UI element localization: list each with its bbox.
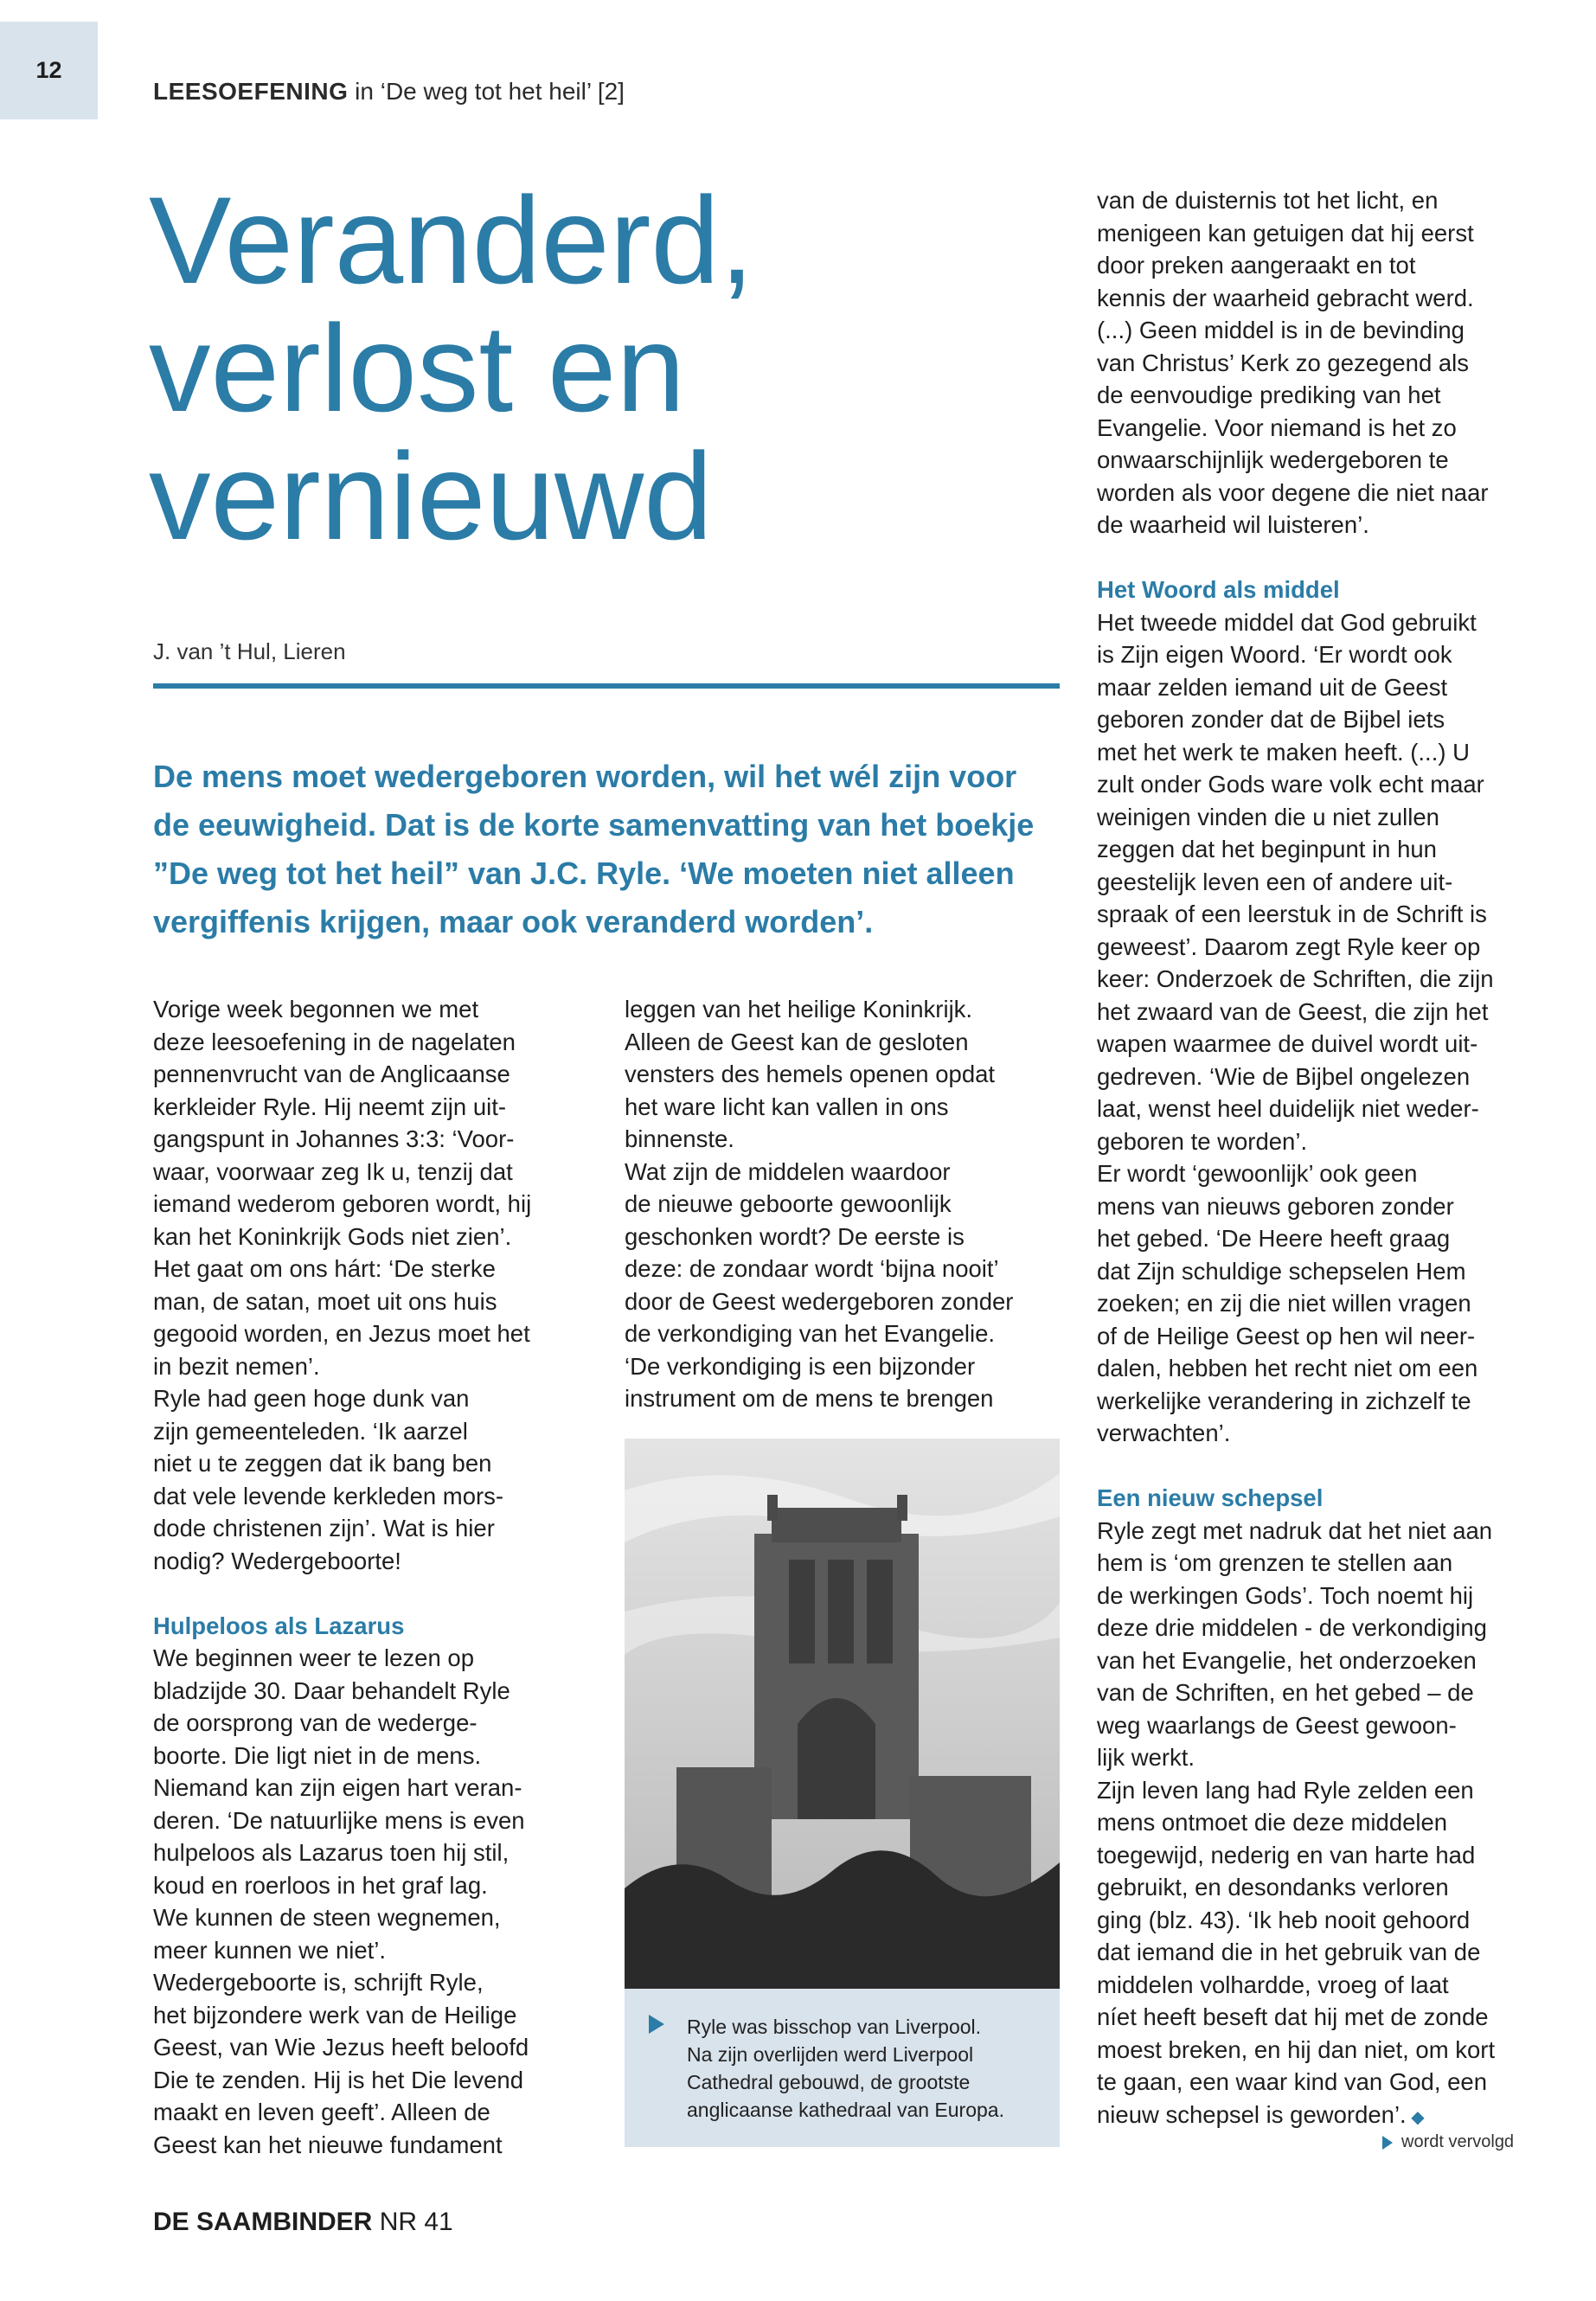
text-line: de oorsprong van de wederge- [153, 1709, 478, 1736]
title-line: vernieuwd [149, 428, 713, 566]
text-line: weg waarlangs de Geest gewoon- [1097, 1711, 1457, 1739]
text-line: is Zijn eigen Woord. ‘Er wordt ook [1097, 641, 1452, 668]
text-line: niet u te zeggen dat ik bang ben [153, 1450, 492, 1477]
text-line: koud en roerloos in het graf lag. [153, 1871, 488, 1899]
continued-arrow-icon [1382, 2136, 1393, 2150]
text-line: waar, voorwaar zeg Ik u, tenzij dat [153, 1157, 513, 1185]
text-line: maar zelden iemand uit de Geest [1097, 673, 1448, 701]
text-line: kennis der waarheid gebracht werd. [1097, 284, 1474, 311]
text-line: deze drie middelen - de verkondiging [1097, 1614, 1487, 1641]
text-line: deze: de zondaar wordt ‘bijna nooit’ [625, 1255, 999, 1282]
text-line: door de Geest wedergeboren zonder [625, 1287, 1014, 1315]
text-line: Vorige week begonnen we met [153, 996, 479, 1022]
text-line: zeggen dat het beginpunt in hun [1097, 836, 1437, 862]
paragraph [1097, 184, 1547, 542]
spacer [1097, 1450, 1547, 1483]
cathedral-photo [625, 1439, 1060, 1989]
text-line: spraak of een leerstuk in de Schrift is [1097, 901, 1487, 927]
text-line: het zwaard van de Geest, die zijn het [1097, 997, 1489, 1025]
text-line: de verkondiging van het Evangelie. [625, 1320, 996, 1347]
text-line: Wat zijn de middelen waardoor [625, 1157, 951, 1185]
text-line: Zijn leven lang had Ryle zelden een [1097, 1776, 1474, 1804]
text-line: of de Heilige Geest op hen wil neer- [1097, 1322, 1476, 1349]
text-line: kan het Koninkrijk Gods niet zien’. [153, 1222, 512, 1250]
lead-line: vergiffenis krijgen, maar ook veranderd worden’. [153, 904, 874, 939]
text-line: maakt en leven geeft’. Alleen de [153, 2099, 490, 2125]
text-line: geschonken wordt? De eerste is [625, 1222, 965, 1250]
text-line: van het Evangelie, het onderzoeken [1097, 1646, 1477, 1674]
text-line: hem is ‘om grenzen te stellen aan [1097, 1549, 1453, 1576]
text-line: Er wordt ‘gewoonlijk’ ook geen [1097, 1160, 1418, 1187]
paragraph [153, 993, 568, 1577]
text-line: gegooid worden, en Jezus moet het [153, 1320, 530, 1347]
text-line: zoeken; en zij die niet willen vragen [1097, 1290, 1471, 1317]
text-line: gangspunt in Johannes 3:3: ‘Voor- [153, 1125, 515, 1152]
text-line: worden als voor degene die niet naar [1097, 478, 1489, 506]
text-line: We kunnen de steen wegnemen, [153, 1904, 501, 1931]
text-line: ging (blz. 43). ‘Ik heb nooit gehoord [1097, 1906, 1471, 1933]
text-line: het ware licht kan vallen in ons [625, 1093, 949, 1120]
paragraph [1097, 606, 1547, 1450]
text-line: Geest, van Wie Jezus heeft beloofd [153, 2034, 529, 2061]
end-mark-icon: ◆ [1406, 2107, 1425, 2127]
text-line: man, de satan, moet uit ons huis [153, 1287, 497, 1315]
text-line: dat vele levende kerkleden mors- [153, 1482, 504, 1509]
text-line: moest breken, en hij dan niet, om kort [1097, 2035, 1496, 2063]
text-line: mens ontmoet die deze middelen [1097, 1809, 1448, 1836]
lead-line: de eeuwigheid. Dat is de korte samenvatting van het boekje [153, 807, 1035, 843]
text-line: zult onder Gods ware volk echt maar [1097, 771, 1484, 798]
text-line: iemand wederom geboren wordt, hij [153, 1190, 532, 1217]
text-line: Geest kan het nieuwe fundament [153, 2131, 503, 2158]
text-line: deze leesoefening in de nagelaten [153, 1028, 516, 1055]
caption-line: anglicaanse kathedraal van Europa. [687, 2099, 1004, 2121]
text-line: onwaarschijnlijk wedergeboren te [1097, 446, 1449, 473]
paragraph [1097, 1515, 1547, 2135]
text-line: in bezit nemen’. [153, 1352, 320, 1380]
text-line: Die te zenden. Hij is het Die levend [153, 2066, 524, 2093]
text-line: mens van nieuws geboren zonder [1097, 1192, 1454, 1220]
caption-text [687, 2013, 1004, 2124]
lead-line: ”De weg tot het heil” van J.C. Ryle. ‘We moeten niet alleen [153, 856, 1015, 891]
subheading-schepsel: Een nieuw schepsel [1097, 1484, 1324, 1511]
text-line: met het werk te maken heeft. (...) U [1097, 738, 1470, 766]
text-line: boorte. Die ligt niet in de mens. [153, 1741, 482, 1769]
cathedral-image [625, 1439, 1060, 1989]
column-2 [625, 993, 1061, 1415]
text-line: deren. ‘De natuurlijke mens is even [153, 1806, 525, 1834]
text-line: menigeen kan getuigen dat hij eerst [1097, 219, 1474, 247]
text-line: dat Zijn schuldige schepselen Hem [1097, 1257, 1466, 1285]
text-line: Het tweede middel dat God gebruikt [1097, 608, 1477, 636]
text-line: zijn gemeenteleden. ‘Ik aarzel [153, 1417, 468, 1445]
text-line: Ryle had geen hoge dunk van [153, 1385, 470, 1412]
text-line: middelen volhardde, vroeg of laat [1097, 1971, 1449, 1998]
text-line: geboren te worden’. [1097, 1127, 1308, 1155]
text-line: geboren zonder dat de Bijbel iets [1097, 706, 1445, 733]
text-line: de werkingen Gods’. Toch noemt hij [1097, 1581, 1474, 1609]
text-line: de waarheid wil luisteren’. [1097, 511, 1369, 538]
text-line: Niemand kan zijn eigen hart veran- [153, 1774, 522, 1801]
text-line: door preken aangeraakt en tot [1097, 252, 1416, 279]
text-line: níet heeft beseft dat hij met de zonde [1097, 2003, 1489, 2030]
text-line: meer kunnen we niet’. [153, 1936, 387, 1964]
caption-line: Cathedral gebouwd, de grootste [687, 2071, 971, 2093]
subheading-woord: Het Woord als middel [1097, 576, 1340, 603]
text-line: nieuw schepsel is geworden’. ◆ [1097, 2100, 1425, 2128]
photo-caption [625, 1989, 1060, 2147]
text-line: werkelijke verandering in zichzelf te [1097, 1387, 1471, 1414]
text-line: laat, wenst heel duidelijk niet weder- [1097, 1095, 1479, 1122]
text-line: gebruikt, en desondanks verloren [1097, 1874, 1449, 1900]
divider-rule [153, 683, 1060, 689]
running-head-section: LEESOEFENING [153, 78, 349, 105]
text-line: geestelijk leven een of andere uit- [1097, 868, 1453, 895]
footer [153, 2208, 453, 2237]
text-line: het gebed. ‘De Heere heeft graag [1097, 1225, 1451, 1252]
text-line: Wedergeboorte is, schrijft Ryle, [153, 1969, 484, 1996]
spacer [153, 1577, 568, 1610]
text-line: van Christus’ Kerk zo gezegend als [1097, 349, 1470, 376]
column-3 [1097, 184, 1547, 2134]
text-line: vensters des hemels openen opdat [625, 1061, 996, 1087]
text-line: hulpeloos als Lazarus toen hij stil, [153, 1839, 510, 1866]
article-title [149, 172, 927, 566]
text-line: weinigen vinden die u niet zullen [1097, 803, 1439, 830]
page-number: 12 [35, 57, 62, 83]
text-line: wapen waarmee de duivel wordt uit- [1097, 1030, 1478, 1057]
title-line: Veranderd, [149, 172, 754, 310]
text-line: Alleen de Geest kan de gesloten [625, 1028, 969, 1055]
text-line: te gaan, een waar kind van God, een [1097, 2068, 1488, 2095]
text-line: nodig? Wedergeboorte! [153, 1547, 401, 1574]
author-byline: J. van ’t Hul, Lieren [153, 638, 346, 664]
magazine-name: DE SAAMBINDER [153, 2208, 373, 2236]
lead-paragraph [153, 753, 1061, 946]
text-line: dode christenen zijn’. Wat is hier [153, 1515, 495, 1541]
text-line: Het gaat om ons hárt: ‘De sterke [153, 1255, 496, 1282]
text-line: van de duisternis tot het licht, en [1097, 187, 1439, 214]
text-line: de eenvoudige prediking van het [1097, 381, 1441, 408]
spacer [1097, 542, 1547, 574]
text-line: lijk werkt. [1097, 1744, 1195, 1771]
text-line: het bijzondere werk van de Heilige [153, 2001, 517, 2029]
text-line: bladzijde 30. Daar behandelt Ryle [153, 1676, 510, 1704]
column-1 [153, 993, 568, 2161]
text-line: dalen, hebben het recht niet om een [1097, 1355, 1478, 1381]
lead-line: De mens moet wedergeboren worden, wil het wél zijn voor [153, 759, 1017, 794]
text-line: Evangelie. Voor niemand is het zo [1097, 413, 1457, 441]
text-line: van de Schriften, en het gebed – de [1097, 1679, 1474, 1706]
subheading-hulpeloos: Hulpeloos als Lazarus [153, 1612, 405, 1639]
text-line: leggen van het heilige Koninkrijk. [625, 996, 973, 1022]
caption-arrow-icon [649, 2015, 664, 2034]
text-line: gedreven. ‘Wie de Bijbel ongelezen [1097, 1062, 1471, 1090]
running-head-rest: in ‘De weg tot het heil’ [2] [355, 78, 625, 105]
text-line: toegewijd, nederig en van harte had [1097, 1841, 1476, 1868]
text-line: de nieuwe geboorte gewoonlijk [625, 1190, 952, 1217]
text-line: kerkleider Ryle. Hij neemt zijn uit- [153, 1093, 507, 1120]
caption-line: Ryle was bisschop van Liverpool. [687, 2016, 982, 2038]
text-line: (...) Geen middel is in de bevinding [1097, 317, 1465, 343]
continued-note [1382, 2132, 1514, 2152]
text-line: binnenste. [625, 1125, 734, 1152]
continued-text: wordt vervolgd [1401, 2132, 1515, 2151]
text-line: Ryle zegt met nadruk dat het niet aan [1097, 1516, 1493, 1544]
text-line: verwachten’. [1097, 1420, 1231, 1446]
paragraph [625, 993, 1061, 1415]
text-line: ‘De verkondiging is een bijzonder [625, 1352, 976, 1380]
caption-line: Na zijn overlijden werd Liverpool [687, 2043, 974, 2066]
text-line: We beginnen weer te lezen op [153, 1644, 474, 1671]
paragraph [153, 1642, 568, 2161]
text-line: pennenvrucht van de Anglicaanse [153, 1061, 510, 1087]
text-line: geweest’. Daarom zegt Ryle keer op [1097, 933, 1481, 960]
issue-number: NR 41 [379, 2208, 453, 2236]
text-line: keer: Onderzoek de Schriften, die zijn [1097, 965, 1494, 992]
text-line: dat iemand die in het gebruik van de [1097, 1939, 1481, 1965]
running-head [153, 78, 625, 106]
title-line: verlost en [149, 300, 685, 438]
text-line: instrument om de mens te brengen [625, 1385, 994, 1412]
